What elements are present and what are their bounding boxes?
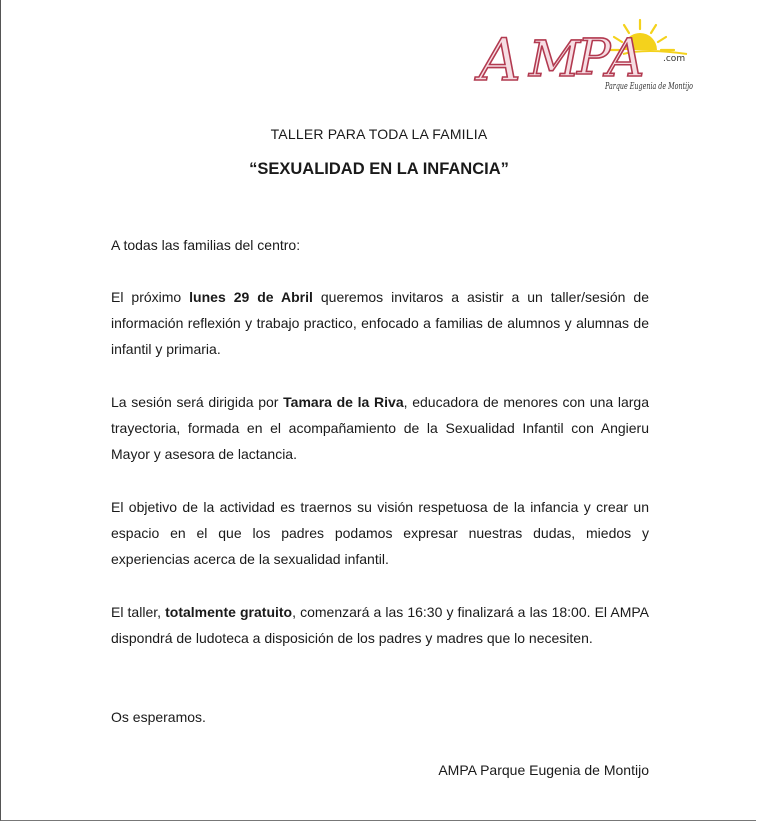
- svg-text:M: M: [529, 30, 581, 88]
- text: El taller,: [111, 604, 166, 620]
- paragraph-speaker: [111, 389, 649, 467]
- paragraph-objective: El objetivo de la actividad es traernos su visión respetuosa de la infancia y crear un espacio en el que los padres podamos expresar nuestras dudas, miedos y experiencias acerca de la sexualidad infantil.: [111, 499, 649, 567]
- greeting: A todas las familias del centro:: [111, 237, 301, 253]
- highlight-date: lunes 29 de Abril: [189, 289, 313, 305]
- svg-text:A: A: [479, 26, 521, 94]
- text: El próximo: [111, 289, 190, 305]
- signature: AMPA Parque Eugenia de Montijo: [438, 762, 649, 778]
- ampa-logo-graphic: [473, 14, 705, 94]
- highlight-speaker: Tamara de la Riva: [283, 394, 404, 410]
- paragraph-schedule: [111, 599, 649, 651]
- text: La sesión será dirigida por: [111, 394, 284, 410]
- page-subtitle: TALLER PARA TODA LA FAMILIA: [270, 126, 488, 142]
- farewell: Os esperamos.: [111, 709, 206, 725]
- svg-text:P: P: [577, 28, 611, 86]
- logo-subtext: Parque Eugenia de Montijo: [604, 81, 694, 92]
- text: queremos invitaros a asistir a un taller/sesión de información reflexión y trabajo practico, enfocado a familias de alumnos y alumnas de infantil y primaria.: [111, 289, 649, 357]
- logo-suffix: .com: [663, 54, 686, 64]
- ampa-logo: [473, 14, 705, 94]
- svg-text:A: A: [607, 29, 645, 89]
- page-title: “SEXUALIDAD EN LA INFANCIA”: [249, 160, 509, 178]
- text: , comenzará a las 16:30 y finalizará a las 18:00. El AMPA dispondrá de ludoteca a disposición de los padres y madres que lo necesiten.: [111, 604, 649, 646]
- text: , educadora de menores con una larga trayectoria, formada en el acompañamiento de la Sexualidad Infantil con Angieru Mayor y asesora de lactancia.: [111, 394, 649, 462]
- highlight-free: totalmente gratuito: [165, 604, 293, 620]
- paragraph-invitation: [111, 284, 649, 362]
